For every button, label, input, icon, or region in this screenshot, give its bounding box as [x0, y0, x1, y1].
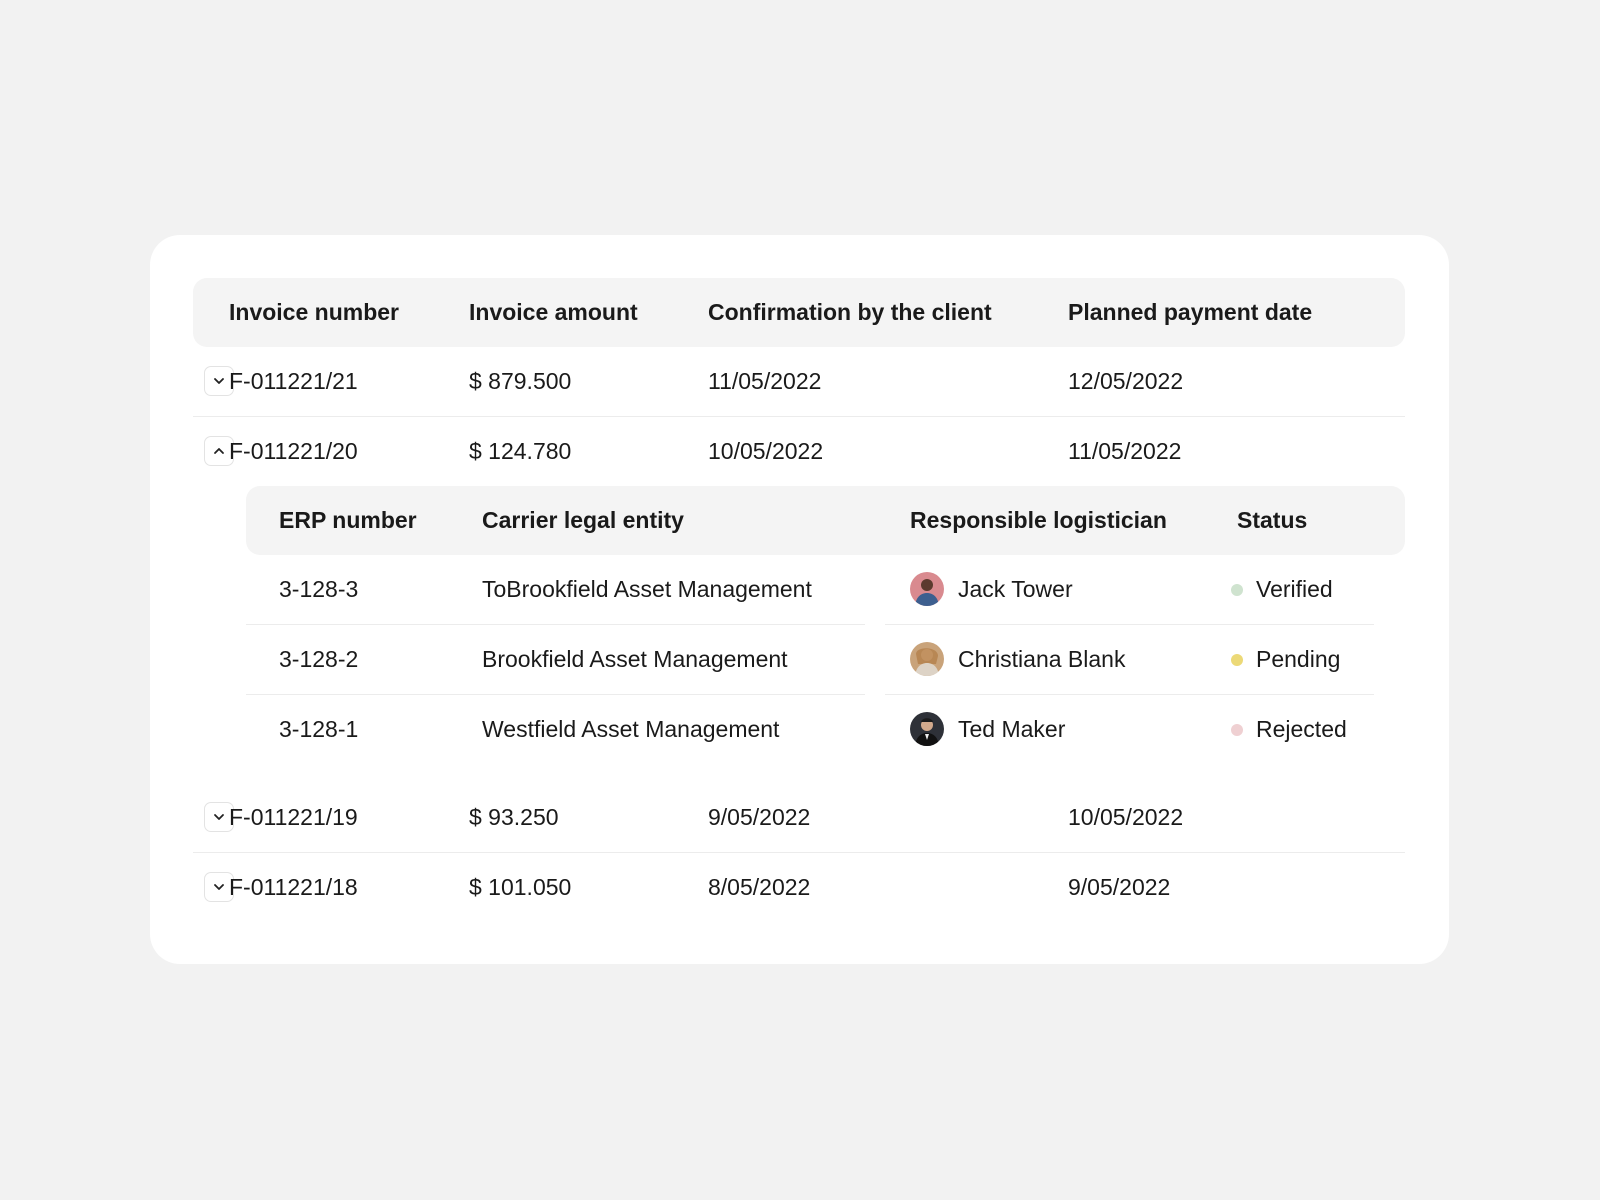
- status-badge: Rejected: [1256, 716, 1347, 742]
- column-header-confirmation[interactable]: Confirmation by the client: [708, 299, 992, 325]
- erp-number: 3-128-2: [279, 646, 359, 672]
- planned-payment-date: 11/05/2022: [1068, 438, 1182, 464]
- invoice-number: F-011221/18: [229, 874, 358, 900]
- invoice-amount: $ 124.780: [469, 438, 572, 464]
- confirmation-date: 9/05/2022: [708, 804, 811, 830]
- subtable-header: [246, 486, 1405, 555]
- person-avatar-icon: [910, 642, 944, 676]
- column-header-logistician[interactable]: Responsible logistician: [910, 507, 1167, 533]
- status-dot: [1231, 724, 1243, 736]
- column-header-erp-number[interactable]: ERP number: [279, 507, 417, 533]
- erp-number: 3-128-1: [279, 716, 359, 742]
- subtable-row[interactable]: [246, 555, 1405, 624]
- column-header-carrier[interactable]: Carrier legal entity: [482, 507, 684, 533]
- status-dot: [1231, 654, 1243, 666]
- chevron-down-icon: [212, 810, 226, 824]
- confirmation-date: 11/05/2022: [708, 368, 822, 394]
- carrier-entity: ToBrookfield Asset Management: [482, 576, 812, 602]
- chevron-up-icon: [212, 444, 226, 458]
- invoice-table-card: [150, 235, 1449, 964]
- invoice-number: F-011221/20: [229, 438, 358, 464]
- column-header-invoice-amount[interactable]: Invoice amount: [469, 299, 638, 325]
- table-row-expanded[interactable]: [193, 417, 1405, 486]
- subtable-row[interactable]: [246, 695, 1405, 764]
- invoice-amount: $ 101.050: [469, 874, 572, 900]
- column-header-status[interactable]: Status: [1237, 507, 1308, 533]
- table-row[interactable]: [193, 347, 1405, 417]
- person-avatar-icon: [910, 572, 944, 606]
- status-dot: [1231, 584, 1243, 596]
- confirmation-date: 8/05/2022: [708, 874, 811, 900]
- status-badge: Verified: [1256, 576, 1333, 602]
- confirmation-date: 10/05/2022: [708, 438, 824, 464]
- status-badge: Pending: [1256, 646, 1341, 672]
- subtable-row[interactable]: [246, 625, 1405, 694]
- carrier-entity: Brookfield Asset Management: [482, 646, 788, 672]
- chevron-down-icon: [212, 374, 226, 388]
- table-row[interactable]: [193, 783, 1405, 853]
- invoice-amount: $ 93.250: [469, 804, 559, 830]
- carrier-entity: Westfield Asset Management: [482, 716, 780, 742]
- table-row[interactable]: [193, 853, 1405, 922]
- invoice-number: F-011221/21: [229, 368, 358, 394]
- logistician-name: Jack Tower: [958, 576, 1073, 602]
- logistician-name: Christiana Blank: [958, 646, 1126, 672]
- table-header: [193, 278, 1405, 347]
- invoice-amount: $ 879.500: [469, 368, 572, 394]
- logistician-name: Ted Maker: [958, 716, 1066, 742]
- erp-number: 3-128-3: [279, 576, 359, 602]
- invoice-number: F-011221/19: [229, 804, 358, 830]
- planned-payment-date: 12/05/2022: [1068, 368, 1184, 394]
- chevron-down-icon: [212, 880, 226, 894]
- column-header-planned-payment[interactable]: Planned payment date: [1068, 299, 1313, 325]
- person-avatar-icon: [910, 712, 944, 746]
- planned-payment-date: 9/05/2022: [1068, 874, 1171, 900]
- planned-payment-date: 10/05/2022: [1068, 804, 1184, 830]
- column-header-invoice-number[interactable]: Invoice number: [229, 299, 399, 325]
